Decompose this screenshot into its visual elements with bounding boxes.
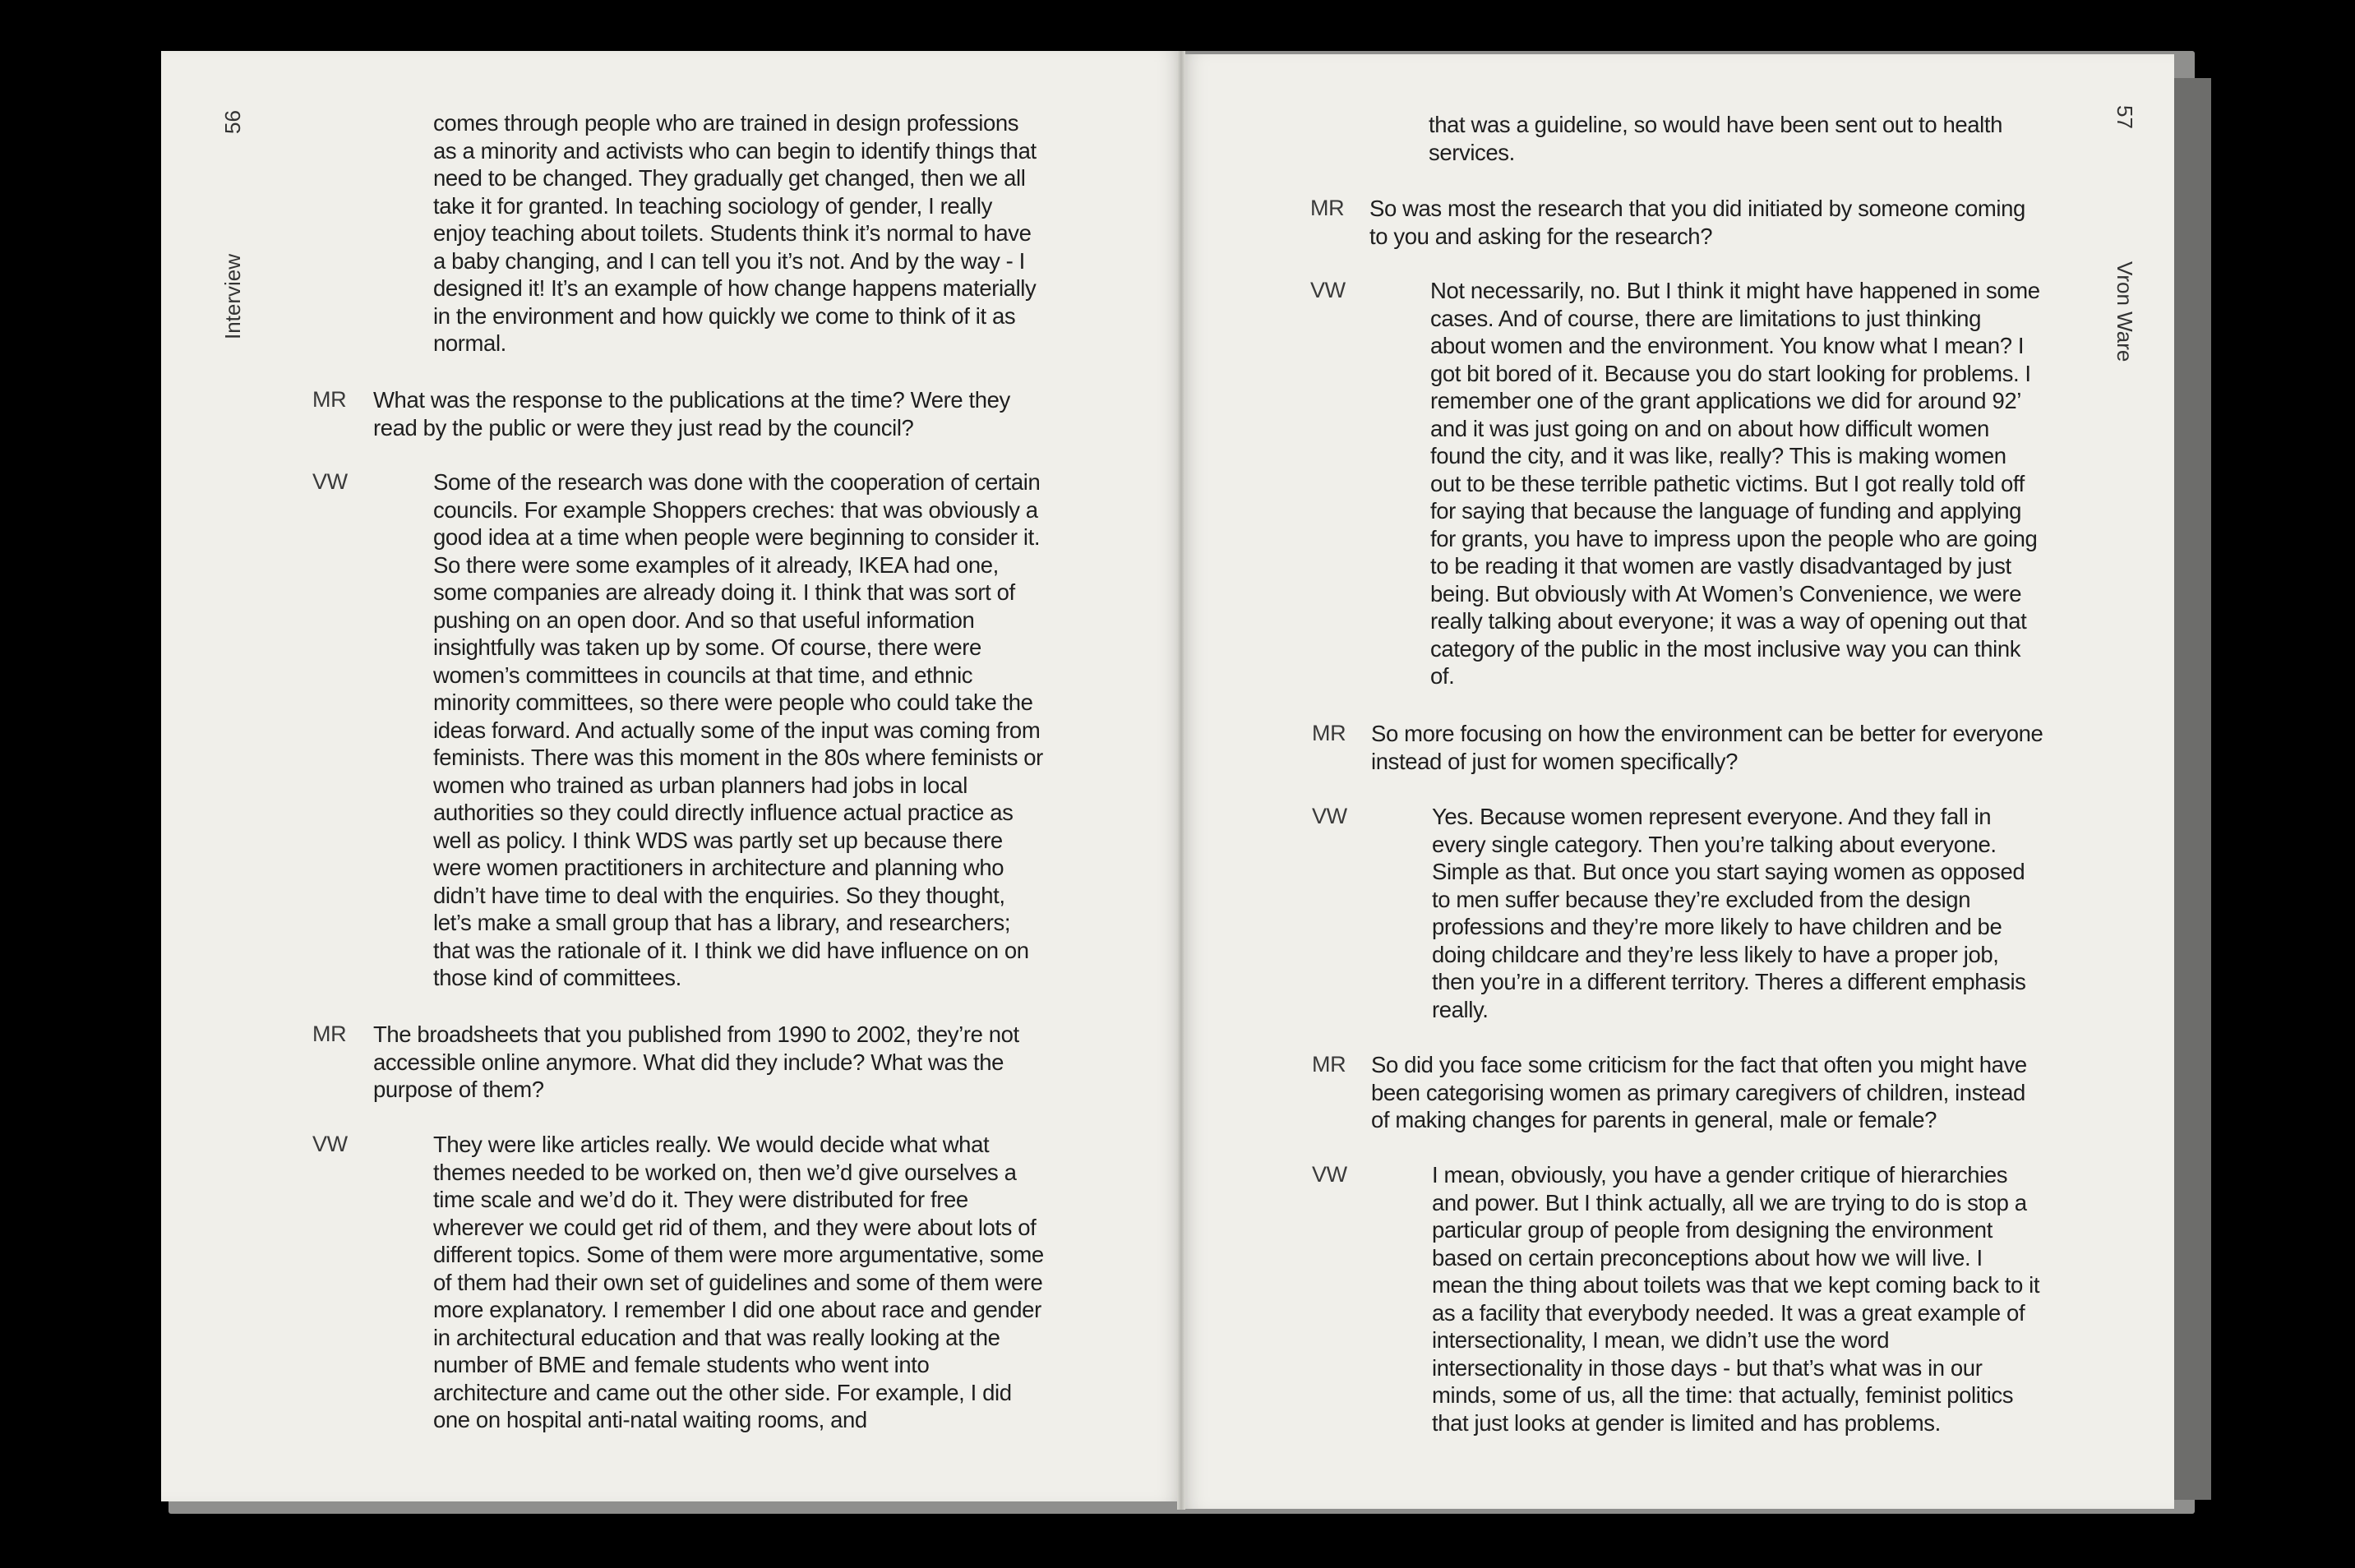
back-cover-edge [2170, 78, 2211, 1500]
speaker-label: VW [312, 1132, 348, 1156]
interview-turn [1312, 720, 2043, 775]
turn-text: I mean, obviously, you have a gender critique of hierarchies and power. But I think actually, all we are trying to do is stop a particular group of people from designing the environment based on certain preconceptions about how we will live. I mean the thing about toilets was that we kept coming back to it as a facility that everybody needed. It was a great example of intersectionality, I mean, we didn’t use the word intersectionality in those days - but that’s what was in our minds, some of us, all the time: that actually, feminist politics that just looks at gender is limited and has problems. [1432, 1162, 2040, 1436]
interview-turn [1312, 1051, 2043, 1134]
speaker-label: MR [1312, 721, 1346, 745]
speaker-label: VW [312, 469, 348, 494]
speaker-label: VW [1312, 1162, 1347, 1187]
interview-turn [312, 468, 1048, 992]
left-page-number: 56 [220, 110, 245, 134]
interview-turn [312, 1131, 1048, 1434]
interview-turn [1312, 803, 2043, 1023]
right-running-head: Vron Ware [2113, 261, 2137, 362]
interview-turn [1429, 111, 2037, 166]
turn-text: So more focusing on how the environment can be better for everyone instead of just for women specifically? [1371, 721, 2043, 774]
interview-turn [1310, 277, 2042, 690]
interview-turn [312, 1021, 1048, 1104]
interview-turn [1312, 1161, 2043, 1437]
turn-text: What was the response to the publications at the time? Were they read by the public or were they just read by the council? [373, 387, 1010, 440]
speaker-label: MR [312, 1022, 347, 1046]
speaker-label: VW [1310, 278, 1346, 302]
interview-turn [1310, 195, 2042, 250]
turn-text: The broadsheets that you published from 1990 to 2002, they’re not accessible online anymore. What did they include? What was the purpose of them? [373, 1022, 1019, 1102]
turn-text: Not necessarily, no. But I think it might have happened in some cases. And of course, there are limitations to just thinking about women and the environment. You know what I mean? I got bit bored of it. Because you do start looking for problems. I remember one of the grant applications we did for around 92’ and it was just going on and on about how difficult women found the city, and it was like, really? This is making women out to be these terrible pathetic victims. But I got really told off for saying that because the language of funding and applying for grants, you have to impress upon the people who are going to be reading it that women are vastly disadvantaged by just being. But obviously with At Women’s Convenience, we were really talking about everyone; it was a way of opening out that category of the public in the most inclusive way you can think of. [1430, 278, 2040, 689]
turn-text: They were like articles really. We would decide what what themes needed to be worked on, then we’d give ourselves a time scale and we’d do it. They were distributed for free wherever we could get rid of them, and they were about lots of different topics. Some of them were more argumentative, some of them had their own set of guidelines and some of them were more explanatory. I remember I did one about race and gender in architectural education and that was really looking at the number of BME and female students who went into architecture and came out the other side. For example, I did one on hospital anti-natal waiting rooms, and [433, 1132, 1044, 1432]
turn-text: Some of the research was done with the cooperation of certain councils. For example Shoppers creches: that was obviously a good idea at a time when people were beginning to consider it. So there were some examples of it already, IKEA had one, some companies are already doing it. I think that was sort of pushing on an open door. And so that useful information insightfully was taken up by some. Of course, there were women’s committees in councils at that time, and ethnic minority committees, so there were people who could take the ideas forward. And actually some of the input was coming from feminists. There was this moment in the 80s where feminists or women who trained as urban planners had jobs in local authorities so they could directly influence actual practice as well as policy. I think WDS was partly set up because there were women practitioners in architecture and planning who didn’t have time to deal with the enquiries. So they thought, let’s make a small group that has a library, and researchers; that was the rationale of it. I think we did have influence on on those kind of committees. [433, 469, 1043, 990]
speaker-label: MR [1312, 1052, 1346, 1077]
speaker-label: VW [1312, 804, 1347, 828]
turn-text: So did you face some criticism for the fact that often you might have been categorising women as primary caregivers of children, instead of making changes for parents in general, male or female? [1371, 1052, 2027, 1132]
interview-turn [433, 109, 1041, 357]
turn-text: So was most the research that you did initiated by someone coming to you and asking for the research? [1369, 196, 2025, 249]
turn-text: comes through people who are trained in design professions as a minority and activists who can begin to identify things that need to be changed. They gradually get changed, then we all take it for granted. In teaching sociology of gender, I really enjoy teaching about toilets. Students think it’s normal to have a baby changing, and I can tell you it’s not. And by the way - I designed it! It’s an example of how change happens materially in the environment and how quickly we come to think of it as normal. [433, 110, 1037, 356]
right-page-number: 57 [2113, 105, 2137, 129]
turn-text: that was a guideline, so would have been sent out to health services. [1429, 112, 2003, 165]
interview-turn [312, 386, 1048, 441]
book-gutter [1177, 51, 1185, 1510]
speaker-label: MR [312, 387, 347, 412]
left-running-head: Interview [220, 253, 245, 339]
speaker-label: MR [1310, 196, 1345, 220]
turn-text: Yes. Because women represent everyone. And they fall in every single category. Then you’re talking about everyone. Simple as that. But once you start saying women as opposed to men suffer because they’re excluded from the design professions and they’re more likely to have children and be doing childcare and they’re less likely to have a proper job, then you’re in a different territory. Theres a different emphasis really. [1432, 804, 2026, 1022]
